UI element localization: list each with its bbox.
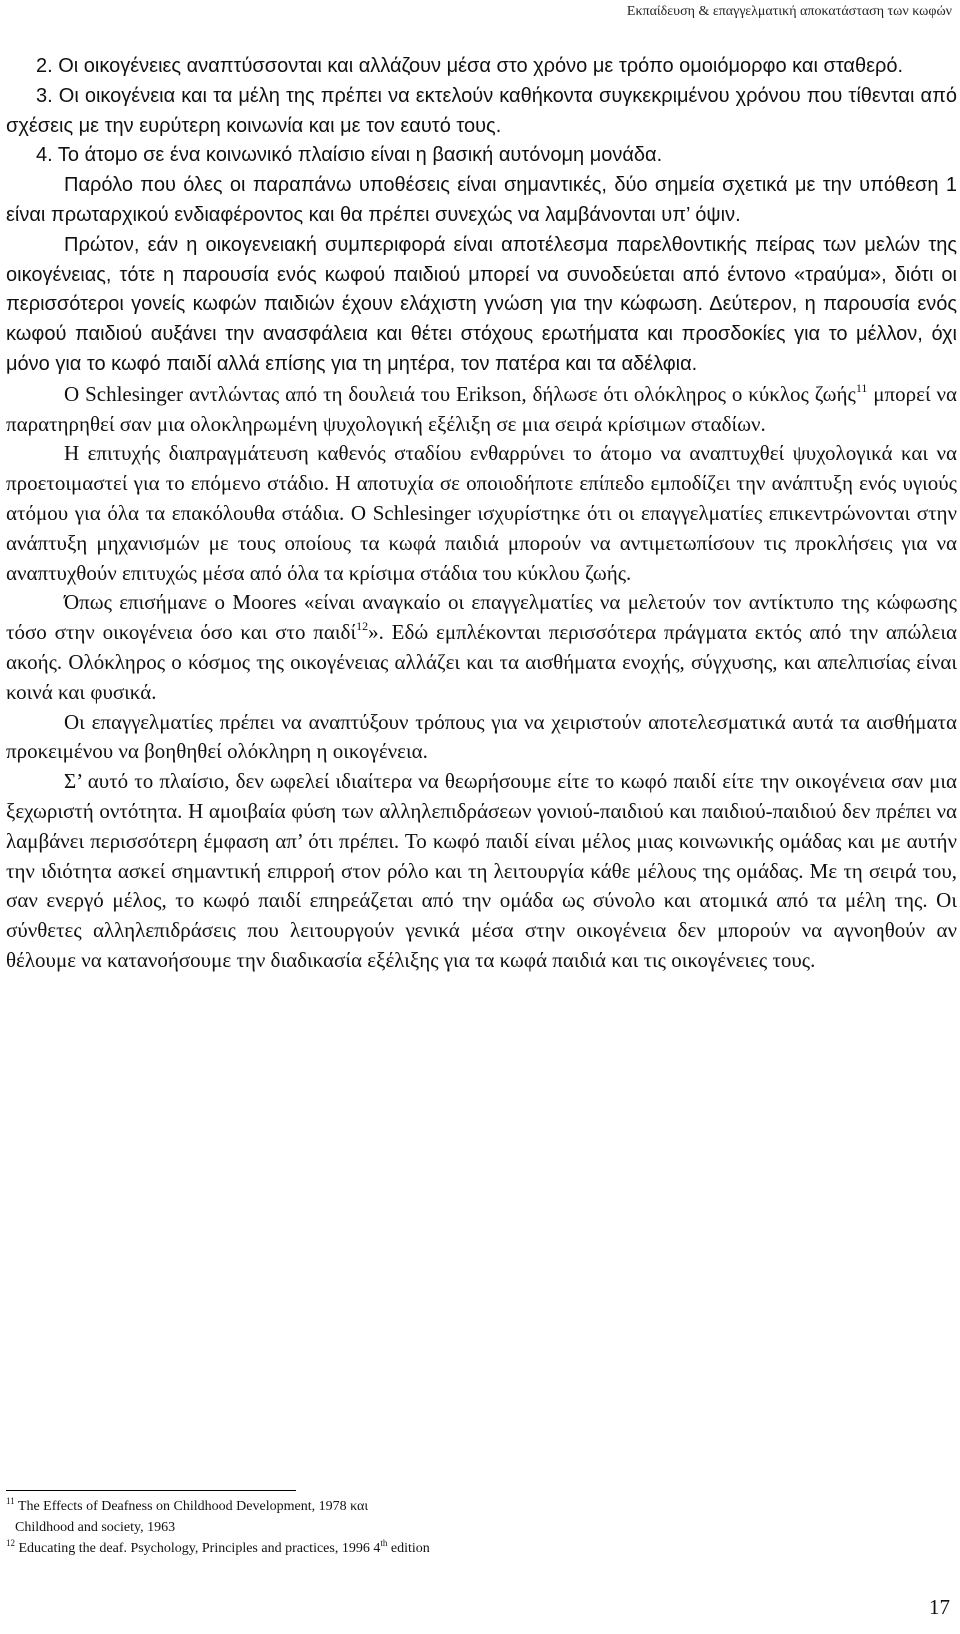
list-item: 3. Οι οικογένεια και τα μέλη της πρέπει να εκτελούν καθήκοντα συγκεκριμένου χρόνου που τίθενται από σχέσεις με την ευρύτερη κοινωνία και με τον εαυτό τους. <box>6 84 957 137</box>
footnote-mark: 12 <box>6 1538 15 1548</box>
paragraph: Παρόλο που όλες οι παραπάνω υποθέσεις είναι σημαντικές, δύο σημεία σχετικά με την υπόθεση 1 είναι πρωταρχικού ενδιαφέροντος και θα πρέπει συνεχώς να λαμβάνονται υπ’ όψιν. <box>6 174 957 226</box>
footnote-text: Educating the deaf. Psychology, Principles and practices, 1996 4 <box>15 1541 381 1556</box>
list-item: 4. Το άτομο σε ένα κοινωνικό πλαίσιο είναι η βασική αυτόνομη μονάδα. <box>36 144 663 167</box>
footnote-text: The Effects of Deafness on Childhood Development, 1978 και <box>14 1499 369 1514</box>
paragraph-schlesinger <box>6 380 957 440</box>
paragraph-text: Ο Schlesinger αντλώντας από τη δουλειά του Erikson, δήλωσε ότι ολόκληρος ο κύκλος ζωής <box>64 381 856 406</box>
footnote-11 <box>6 1496 906 1517</box>
paragraph: Η επιτυχής διαπραγμάτευση καθενός σταδίου ενθαρρύνει το άτομο να αναπτυχθεί ψυχολογικά και να προετοιμαστεί για το επόμενο στάδιο. Η αποτυχία σε οποιοδήποτε επίπεδο εμποδίζει την ανάπτυξη ενός υγιούς ατόμου για όλα τα επακόλουθα στάδια. Ο Schlesinger ισχυρίστηκε ότι οι επαγγελματίες επικεντρώνονται στην ανάπτυξη μηχανισμών με τους οποίους τα κωφά παιδιά μπορούν να αντιμετωπίσουν τις προκλήσεις για να αναπτυχθούν επιτυχώς μέσα από όλα τα κρίσιμα στάδια του κύκλου ζωής. <box>6 441 957 585</box>
body-text <box>6 52 957 976</box>
paragraph: Πρώτον, εάν η οικογενειακή συμπεριφορά είναι αποτέλεσμα παρελθοντικής πείρας των μελών της οικογένειας, τότε η παρουσία ενός κωφού παιδιού μπορεί να συνοδεύεται από έντονο «τραύμα», διότι οι περισσότεροι γονείς κωφών παιδιών έχουν ελάχιστη γνώση για την κώφωση. Δεύτερον, η παρουσία ενός κωφού παιδιού αυξάνει την ανασφάλεια και θέτει στόχους ερωτήματα και προσδοκίες για το μέλλον, όχι μόνο για το κωφό παιδί αλλά επίσης για τη μητέρα, τον πατέρα και τα αδέλφια. <box>6 233 957 375</box>
running-header: Εκπαίδευση & επαγγελματική αποκατάσταση των κωφών <box>626 4 952 19</box>
footnote-ref-11: 11 <box>855 380 868 395</box>
footnote-mark: 11 <box>6 1496 15 1506</box>
footnote-ref-12: 12 <box>356 619 369 634</box>
footnotes <box>6 1496 906 1559</box>
footnote-12 <box>6 1538 906 1559</box>
paragraph-moores <box>6 588 957 707</box>
page-number: 17 <box>929 1595 950 1619</box>
paragraph: Σ’ αυτό το πλαίσιο, δεν ωφελεί ιδιαίτερα να θεωρήσουμε είτε το κωφό παιδί είτε την οικογένεια σαν μια ξεχωριστή οντότητα. Η αμοιβαία φύση των αλληλεπιδράσεων γονιού-παιδιού και παιδιού-παιδιού δεν πρέπει να λαμβάνει περισσότερη έμφαση απ’ ότι πρέπει. Το κωφό παιδί είναι μέλος μιας κοινωνικής ομάδας και με αυτήν την ιδιότητα ασκεί σημαντική επιρροή στον ρόλο και τη λειτουργία κάθε μέλους της ομάδας. Με τη σειρά του, σαν ενεργό μέλος, το κωφό παιδί επηρεάζεται από την ομάδα ως σύνολο και ατομικά από τα μέλη της. Οι σύνθετες αλληλεπιδράσεις που λειτουργούν γενικά μέσα στην οικογένεια δεν μπορούν να αγνοηθούν αν θέλουμε να κατανοήσουμε την διαδικασία εξέλιξης για τα κωφά παιδιά και τις οικογένειες τους. <box>6 769 957 972</box>
paragraph: Οι επαγγελματίες πρέπει να αναπτύξουν τρόπους για να χειριστούν αποτελεσματικά αυτά τα αισθήματα προκειμένου να βοηθηθεί ολόκληρη η οικογένεια. <box>6 709 957 764</box>
paragraph-text: Όπως επισήμανε ο Moores «είναι αναγκαίο οι επαγγελματίες να μελετούν τον αντίκτυπο της κώφωσης τόσο στην οικογένεια όσο και στο παιδί <box>6 590 957 645</box>
footnote-separator <box>6 1490 296 1491</box>
paragraph-text: μπορεί να παρατηρηθεί σαν μια ολοκληρωμένη ψυχολογική εξέλιξη σε μια σειρά κρίσιμων σταδίων. <box>6 381 958 436</box>
footnote-text: edition <box>387 1541 430 1556</box>
footnote-11-continuation: Childhood and society, 1963 <box>15 1520 176 1535</box>
list-item: 2. Οι οικογένειες αναπτύσσονται και αλλάζουν μέσα στο χρόνο με τρόπο ομοιόμορφο και σταθερό. <box>36 55 904 77</box>
paragraph-text: ». Εδώ εμπλέκονται περισσότερα πράγματα εκτός από την απώλεια ακοής. Ολόκληρος ο κόσμος της οικογένειας αλλάζει και τα αισθήματα ενοχής, σύγχυσης, και απελπισίας είναι κοινά και φυσικά. <box>6 620 958 704</box>
ordinal-suffix: th <box>380 1538 388 1548</box>
